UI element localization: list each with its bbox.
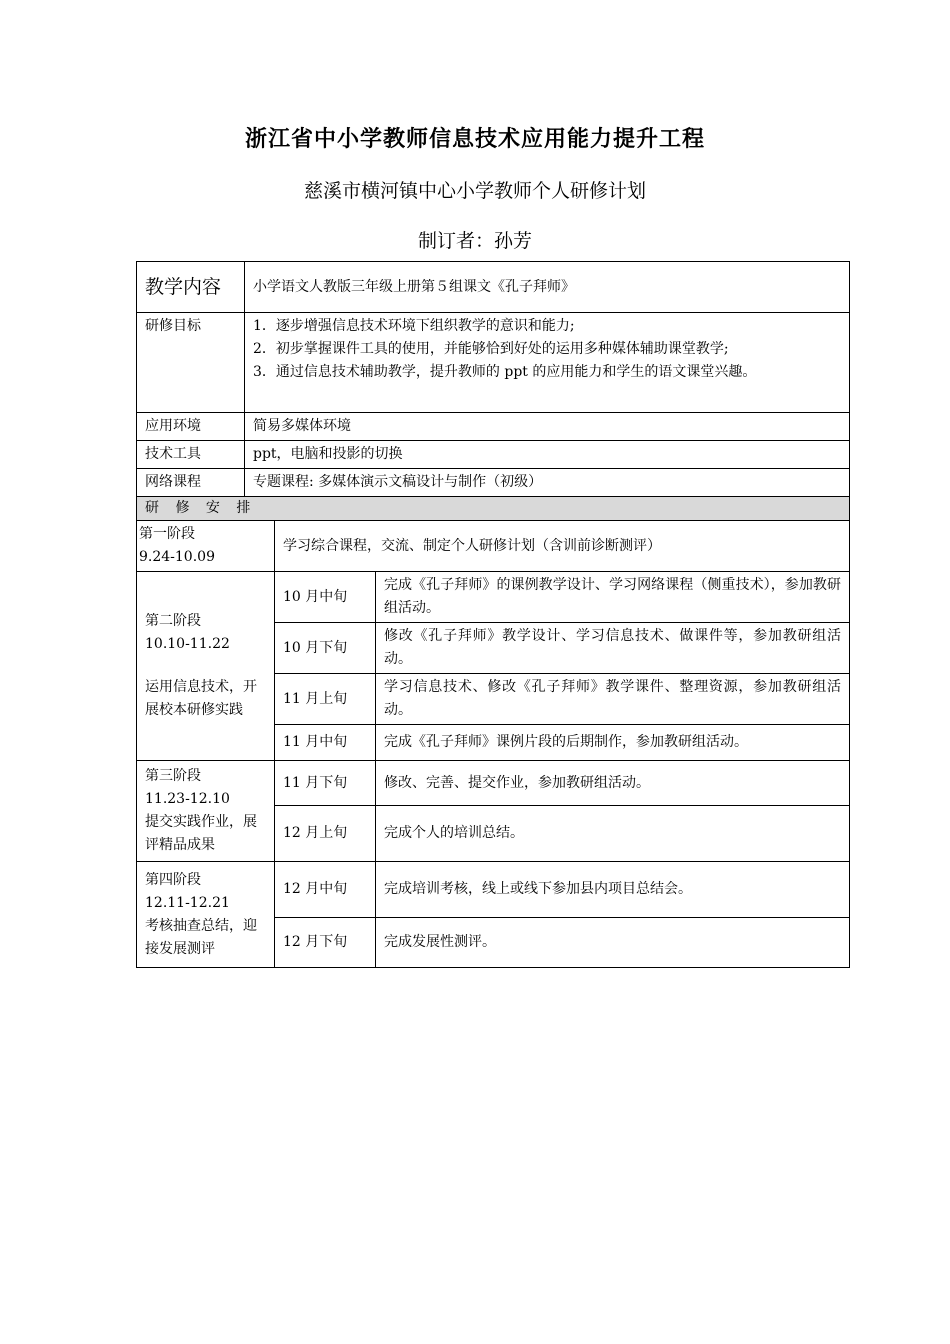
period-cell: 10 月下旬 — [275, 623, 376, 674]
goal-item: 1．逐步增强信息技术环境下组织教学的意识和能力; — [253, 318, 575, 334]
stage-desc: 运用信息技术，开展校本研修实践 — [145, 679, 257, 718]
task-cell: 完成《孔子拜师》课例片段的后期制作，参加教研组活动。 — [376, 725, 850, 761]
stage2-row — [137, 572, 850, 623]
task-cell: 修改、完善、提交作业，参加教研组活动。 — [376, 761, 850, 806]
stage-name: 第二阶段 — [145, 613, 201, 629]
task-cell: 完成培训考核，线上或线下参加县内项目总结会。 — [376, 862, 850, 918]
goal-item: 3．通过信息技术辅助教学，提升教师的 ppt 的应用能力和学生的语文课堂兴趣。 — [253, 364, 757, 380]
stage3-cell — [137, 761, 275, 862]
env-value: 简易多媒体环境 — [245, 413, 850, 441]
period-cell: 12 月下旬 — [275, 918, 376, 968]
stage-name: 第一阶段 — [139, 526, 195, 542]
tools-label: 技术工具 — [137, 441, 245, 469]
task-cell: 学习信息技术、修改《孔子拜师》教学课件、整理资源，参加教研组活动。 — [376, 674, 850, 725]
env-label: 应用环境 — [137, 413, 245, 441]
stage2-cell — [137, 572, 275, 761]
goals-row — [137, 313, 850, 413]
period-cell: 10 月中旬 — [275, 572, 376, 623]
goals-list — [245, 313, 850, 413]
stage3-row — [137, 761, 850, 806]
goal-item: 2．初步掌握课件工具的使用，并能够恰到好处的运用多种媒体辅助课堂教学; — [253, 341, 729, 357]
schedule-heading: 研 修 安 排 — [137, 497, 850, 521]
period-cell: 11 月中旬 — [275, 725, 376, 761]
stage-name: 第三阶段 — [145, 768, 201, 784]
stage-dates: 10.10-11.22 — [145, 636, 230, 652]
tools-value: ppt，电脑和投影的切换 — [245, 441, 850, 469]
document-author: 制订者：孙芳 — [417, 230, 532, 252]
tools-row — [137, 441, 850, 469]
stage4-cell — [137, 862, 275, 968]
period-cell: 12 月上旬 — [275, 806, 376, 862]
task-cell: 完成《孔子拜师》的课例教学设计、学习网络课程（侧重技术），参加教研组活动。 — [376, 572, 850, 623]
task-cell: 完成个人的培训总结。 — [376, 806, 850, 862]
period-cell: 11 月上旬 — [275, 674, 376, 725]
document-subtitle: 慈溪市横河镇中心小学教师个人研修计划 — [303, 180, 646, 202]
env-row — [137, 413, 850, 441]
course-value: 专题课程: 多媒体演示文稿设计与制作（初级） — [245, 469, 850, 497]
stage-desc: 考核抽查总结，迎接发展测评 — [145, 917, 257, 957]
stage4-row — [137, 862, 850, 918]
content-label: 教学内容 — [137, 262, 245, 313]
stage-dates: 9.24-10.09 — [139, 549, 215, 565]
period-cell: 12 月中旬 — [275, 862, 376, 918]
stage-dates: 11.23-12.10 — [145, 791, 230, 807]
content-value: 小学语文人教版三年级上册第５组课文《孔子拜师》 — [245, 262, 850, 313]
task-cell: 完成发展性测评。 — [376, 918, 850, 968]
period-cell: 11 月下旬 — [275, 761, 376, 806]
stage1-task: 学习综合课程，交流、制定个人研修计划（含训前诊断测评） — [275, 521, 850, 572]
course-label: 网络课程 — [137, 469, 245, 497]
task-cell: 修改《孔子拜师》教学设计、学习信息技术、做课件等，参加教研组活动。 — [376, 623, 850, 674]
document-title: 浙江省中小学教师信息技术应用能力提升工程 — [244, 126, 705, 152]
stage-dates: 12.11-12.21 — [145, 894, 230, 911]
course-row — [137, 469, 850, 497]
goals-label: 研修目标 — [137, 313, 245, 413]
stage-name: 第四阶段 — [145, 871, 201, 888]
stage1-row — [137, 521, 850, 572]
content-row — [137, 262, 850, 313]
stage-desc: 提交实践作业，展评精品成果 — [145, 814, 257, 853]
stage1-cell — [137, 521, 275, 572]
schedule-heading-row — [137, 497, 850, 521]
plan-table — [136, 261, 850, 968]
